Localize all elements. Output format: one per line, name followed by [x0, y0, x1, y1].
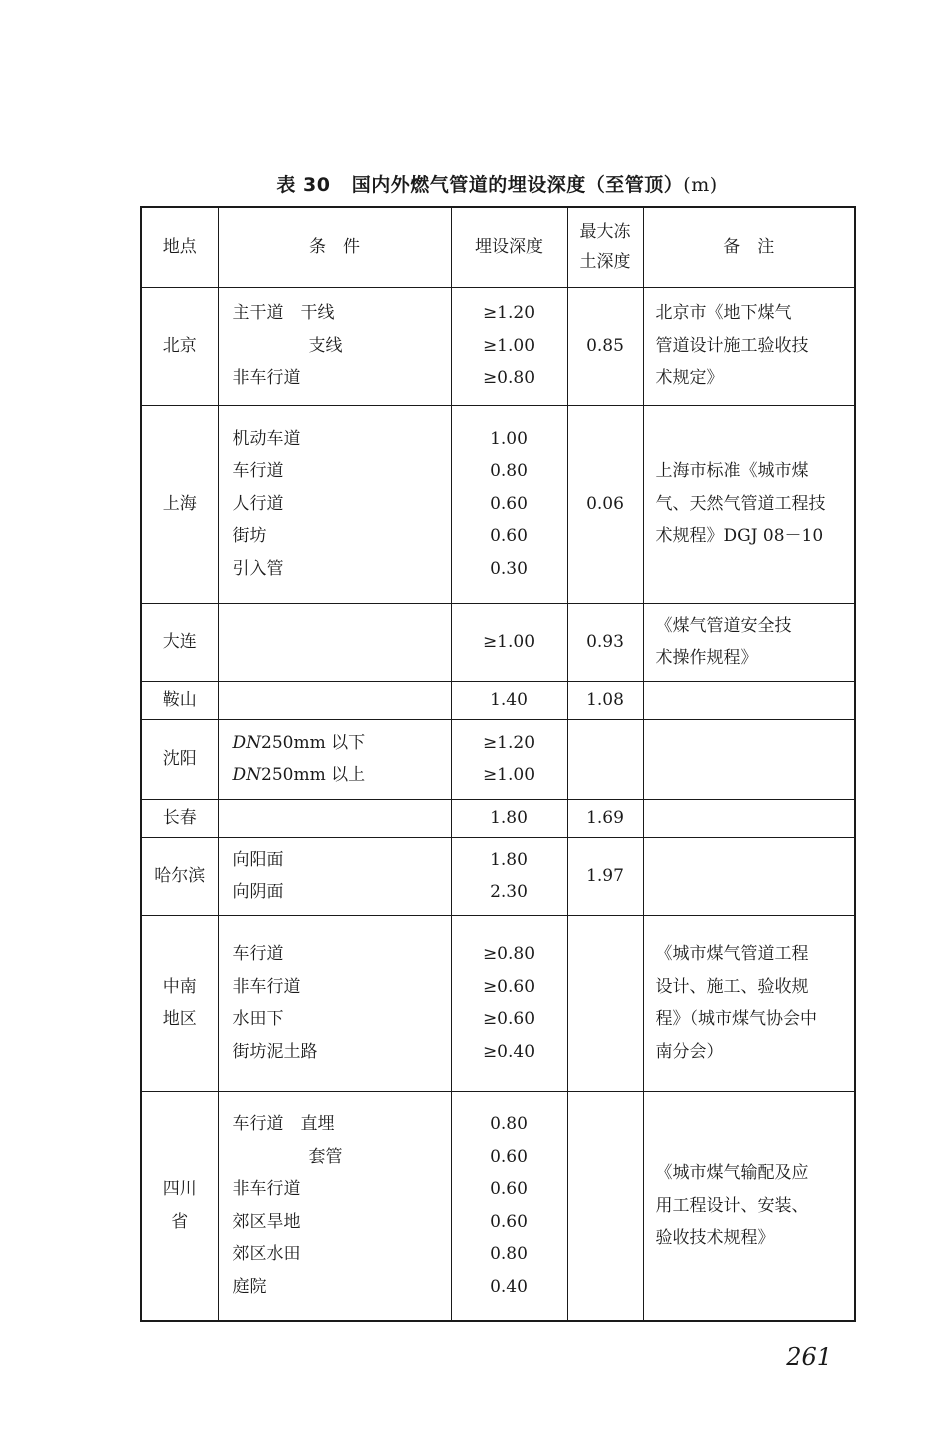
depth-value: ≥0.60 [482, 1009, 536, 1029]
condition-cell [218, 915, 451, 1091]
condition-text: 街坊泥土路 [232, 1041, 318, 1062]
depth-cell [451, 837, 567, 915]
place-cell: 大连 [141, 603, 218, 681]
depth-value: 2.30 [490, 882, 528, 902]
depth-value: ≥1.20 [482, 732, 536, 753]
depth-value: 0.80 [490, 461, 528, 482]
condition-text: 机动车道 [232, 428, 301, 449]
condition-cell [218, 1091, 451, 1321]
depth-cell: 1.80 [451, 799, 567, 837]
header-place: 地点 [141, 207, 218, 287]
note-text: 《城市煤气输配及应 [655, 1163, 809, 1183]
note-text: 南分会） [655, 1041, 724, 1062]
place-cell: 长春 [141, 799, 218, 837]
depth-value: 0.80 [490, 1114, 528, 1135]
note-text: 《城市煤气管道工程 [655, 944, 809, 964]
depth-value: 0.60 [490, 1211, 528, 1232]
frost-cell: 0.93 [567, 603, 643, 681]
note-cell [643, 799, 855, 837]
depth-value: 0.60 [490, 526, 528, 547]
condition-text: 水田下 [232, 1009, 284, 1029]
note-cell [643, 719, 855, 799]
depth-value: ≥1.00 [482, 335, 536, 356]
place-cell: 上海 [141, 405, 218, 603]
frost-cell: 1.97 [567, 837, 643, 915]
note-text: 北京市《地下煤气 [655, 303, 792, 324]
place-cell: 北京 [141, 287, 218, 405]
table-row [141, 1091, 855, 1321]
note-text: 上海市标准《城市煤 [655, 461, 809, 482]
condition-text: DN250mm 以上 [232, 765, 366, 785]
condition-text: 主干道 干线 [232, 303, 335, 324]
depth-value: 0.40 [490, 1276, 528, 1297]
frost-cell: 0.06 [567, 405, 643, 603]
note-text: 《煤气管道安全技 [655, 615, 792, 636]
condition-cell [218, 681, 451, 719]
depth-cell: 1.40 [451, 681, 567, 719]
condition-text: 向阴面 [232, 882, 284, 902]
place-text: 地区 [162, 1009, 197, 1029]
header-depth: 埋设深度 [451, 207, 567, 287]
depth-value: ≥0.40 [482, 1041, 536, 1062]
condition-text: 非车行道 [232, 976, 301, 997]
burial-depth-table [140, 206, 856, 1322]
condition-text: 支线 [308, 335, 343, 356]
header-frost-line2: 土深度 [579, 252, 631, 273]
depth-value: 0.80 [490, 1244, 528, 1265]
depth-value: 0.60 [490, 1146, 528, 1167]
frost-cell: 0.85 [567, 287, 643, 405]
condition-cell [218, 837, 451, 915]
table-unit: (m) [683, 174, 718, 196]
condition-text: 车行道 [232, 944, 284, 964]
note-cell [643, 287, 855, 405]
note-cell [643, 405, 855, 603]
note-text: 验收技术规程》 [655, 1228, 775, 1248]
condition-cell [218, 287, 451, 405]
condition-text: 郊区旱地 [232, 1211, 301, 1232]
condition-cell [218, 405, 451, 603]
condition-text: 街坊 [232, 526, 267, 547]
place-cell: 哈尔滨 [141, 837, 218, 915]
depth-cell [451, 405, 567, 603]
condition-text: 庭院 [232, 1276, 267, 1297]
condition-cell [218, 799, 451, 837]
header-frost-line1: 最大冻 [579, 222, 631, 243]
condition-text: 非车行道 [232, 1179, 301, 1200]
table-row [141, 837, 855, 915]
depth-value: ≥0.60 [482, 976, 536, 997]
table-row [141, 915, 855, 1091]
condition-text: 向阳面 [232, 849, 284, 870]
note-text: 程》（城市煤气协会中 [655, 1009, 817, 1029]
place-cell: 鞍山 [141, 681, 218, 719]
condition-cell [218, 719, 451, 799]
note-text: 设计、施工、验收规 [655, 976, 809, 997]
frost-cell [567, 719, 643, 799]
note-cell [643, 837, 855, 915]
frost-cell: 1.08 [567, 681, 643, 719]
note-text: 管道设计施工验收技 [655, 335, 809, 356]
place-text: 四川 [162, 1179, 197, 1200]
depth-value: ≥0.80 [482, 944, 536, 964]
place-cell: 沈阳 [141, 719, 218, 799]
note-text: 用工程设计、安装、 [655, 1195, 809, 1216]
depth-value: 0.30 [490, 558, 528, 579]
table-row [141, 287, 855, 405]
note-cell [643, 1091, 855, 1321]
depth-value: 1.00 [490, 428, 528, 449]
table-number: 表 30 [276, 174, 331, 196]
header-note: 备 注 [643, 207, 855, 287]
condition-text: DN250mm 以下 [232, 732, 366, 753]
note-text: 气、天然气管道工程技 [655, 493, 826, 514]
condition-text: 车行道 [232, 461, 284, 482]
table-title-text: 国内外燃气管道的埋设深度（至管顶） [351, 174, 684, 196]
depth-value: ≥1.00 [482, 765, 536, 785]
depth-value: ≥1.20 [482, 303, 536, 324]
depth-value: 1.80 [490, 849, 528, 870]
depth-cell [451, 719, 567, 799]
frost-cell: 1.69 [567, 799, 643, 837]
condition-text: 郊区水田 [232, 1244, 301, 1265]
condition-cell [218, 603, 451, 681]
depth-cell [451, 287, 567, 405]
header-condition: 条 件 [218, 207, 451, 287]
place-text: 省 [171, 1211, 189, 1232]
header-row [141, 207, 855, 287]
note-cell [643, 915, 855, 1091]
place-cell [141, 1091, 218, 1321]
depth-value: 0.60 [490, 1179, 528, 1200]
table-row [141, 719, 855, 799]
place-text: 中南 [162, 976, 197, 997]
table-row [141, 405, 855, 603]
note-text: 术操作规程》 [655, 648, 758, 668]
depth-cell: ≥1.00 [451, 603, 567, 681]
condition-text: 引入管 [232, 558, 284, 579]
depth-cell [451, 915, 567, 1091]
condition-text: 人行道 [232, 493, 284, 514]
table-row [141, 799, 855, 837]
table-title [140, 170, 854, 197]
depth-value: 0.60 [490, 493, 528, 514]
depth-cell [451, 1091, 567, 1321]
condition-text: 车行道 直埋 [232, 1114, 335, 1135]
condition-text: 非车行道 [232, 368, 301, 389]
place-cell [141, 915, 218, 1091]
header-frost [567, 207, 643, 287]
note-text: 术规定》 [655, 368, 724, 389]
depth-value: ≥0.80 [482, 368, 536, 389]
frost-cell [567, 915, 643, 1091]
condition-text: 套管 [308, 1146, 343, 1167]
note-text: 术规程》DGJ 08－10 [655, 526, 824, 547]
note-cell [643, 603, 855, 681]
table-row [141, 681, 855, 719]
note-cell [643, 681, 855, 719]
table-row [141, 603, 855, 681]
page-number: 261 [786, 1343, 832, 1371]
frost-cell [567, 1091, 643, 1321]
